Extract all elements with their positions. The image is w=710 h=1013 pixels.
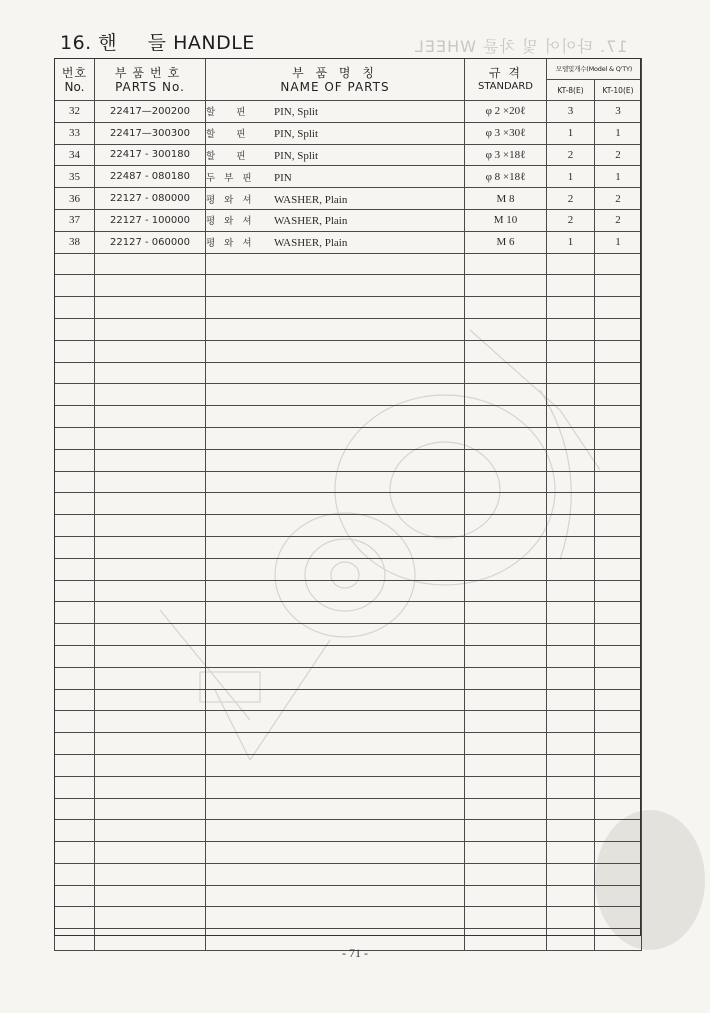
row-qty-kt8: 2 <box>547 188 595 210</box>
row-parts-no: 22127 - 080000 <box>95 188 206 210</box>
row-name-ko: 평와셔 <box>206 194 261 206</box>
row-qty-kt8: 3 <box>547 101 595 123</box>
row-name-ko: 할 핀 <box>206 150 255 162</box>
row-name-en: PIN <box>274 171 292 184</box>
row-name-en: PIN, Split <box>274 106 319 119</box>
row-name-en: WASHER, Plain <box>274 215 348 228</box>
row-no: 38 <box>55 231 95 253</box>
page-number: - 71 - <box>342 946 368 960</box>
row-no: 37 <box>55 209 95 231</box>
row-parts-no: 22417—200200 <box>95 101 206 123</box>
row-qty-kt8: 2 <box>547 144 595 166</box>
row-qty-kt10: 1 <box>595 122 642 144</box>
row-no: 33 <box>55 122 95 144</box>
col-header-model-kt10: KT-10(E) <box>595 80 642 101</box>
row-name-ko: 평와셔 <box>206 216 261 228</box>
col-header-parts-no-en: PARTS No. <box>115 79 185 94</box>
row-standard: φ 3 ×30ℓ <box>465 122 547 144</box>
col-header-parts-no-ko: 부품번호 <box>114 65 186 80</box>
row-no: 36 <box>55 188 95 210</box>
col-header-name-ko: 부 품 명 칭 <box>292 65 378 80</box>
section-title-ko-2: 들 <box>147 32 167 54</box>
col-header-no-en: No. <box>64 79 85 94</box>
row-parts-no: 22127 - 100000 <box>95 209 206 231</box>
row-no: 32 <box>55 101 95 123</box>
col-header-standard-en: STANDARD <box>477 80 533 92</box>
row-qty-kt8: 2 <box>547 209 595 231</box>
row-standard: φ 8 ×18ℓ <box>465 166 547 188</box>
section-title <box>60 28 255 55</box>
row-parts-no: 22417—300300 <box>95 122 206 144</box>
row-standard: M 6 <box>465 231 547 253</box>
col-header-name-en: NAME OF PARTS <box>280 79 390 94</box>
col-header-standard-ko: 규 격 <box>489 65 522 80</box>
row-name-ko: 두부핀 <box>206 172 261 184</box>
row-standard: φ 2 ×20ℓ <box>465 101 547 123</box>
row-qty-kt8: 1 <box>547 166 595 188</box>
row-name-en: PIN, Split <box>274 128 319 141</box>
col-header-model-qty-label: 모델및개수(Model & Q'TY) <box>555 65 633 73</box>
row-qty-kt10: 1 <box>595 231 642 253</box>
col-header-no-ko: 번호 <box>61 65 88 80</box>
row-name-en: WASHER, Plain <box>274 237 348 250</box>
row-standard: M 8 <box>465 188 547 210</box>
row-standard: φ 3 ×18ℓ <box>465 144 547 166</box>
row-name-ko: 할 핀 <box>206 129 255 141</box>
col-header-model-kt8: KT-8(E) <box>547 80 595 101</box>
row-qty-kt10: 1 <box>595 166 642 188</box>
row-name-en: PIN, Split <box>274 149 319 162</box>
table-frame <box>54 58 641 936</box>
row-qty-kt10: 2 <box>595 144 642 166</box>
section-title-en: HANDLE <box>173 32 255 54</box>
row-parts-no: 22127 - 060000 <box>95 231 206 253</box>
row-standard: M 10 <box>465 209 547 231</box>
row-name-en: WASHER, Plain <box>274 193 348 206</box>
row-qty-kt10: 3 <box>595 101 642 123</box>
row-no: 34 <box>55 144 95 166</box>
bleed-through-title: 17. 타이어 및 차륜 WHEEL <box>414 37 628 56</box>
row-qty-kt10: 2 <box>595 188 642 210</box>
row-qty-kt8: 1 <box>547 231 595 253</box>
row-no: 35 <box>55 166 95 188</box>
row-qty-kt8: 1 <box>547 122 595 144</box>
row-name-ko: 할 핀 <box>206 107 255 119</box>
row-parts-no: 22417 - 300180 <box>95 144 206 166</box>
row-parts-no: 22487 - 080180 <box>95 166 206 188</box>
row-qty-kt10: 2 <box>595 209 642 231</box>
section-title-ko-1: 핸 <box>98 32 118 54</box>
row-name-ko: 평와셔 <box>206 238 261 250</box>
section-number: 16. <box>60 32 92 54</box>
